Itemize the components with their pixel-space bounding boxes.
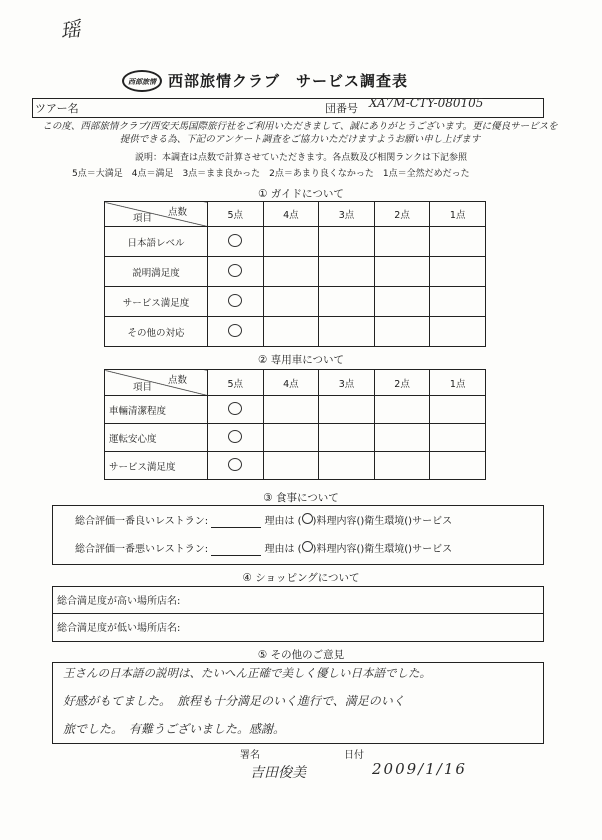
guide-score-cell-selected[interactable] xyxy=(208,287,264,317)
guide-rating-table xyxy=(104,201,486,347)
guide-score-cell[interactable] xyxy=(430,227,486,257)
reason-option-hygiene: )衛生環境( xyxy=(360,516,409,527)
reason-prefix: 理由は xyxy=(264,516,295,527)
reason-prefix: 理由は xyxy=(264,544,295,555)
vehicle-score-cell[interactable] xyxy=(430,424,486,452)
circle-mark-icon xyxy=(302,513,313,524)
guide-score-cell[interactable] xyxy=(430,317,486,347)
meal-best-row xyxy=(75,512,452,528)
vehicle-score-cell[interactable] xyxy=(374,424,430,452)
guide-score-cell-selected[interactable] xyxy=(208,257,264,287)
guide-score-cell[interactable] xyxy=(263,287,319,317)
reason-option-service: )サービス xyxy=(408,516,453,527)
date-label: 日付 xyxy=(344,750,364,761)
guide-row-label: 説明満足度 xyxy=(105,257,208,287)
circle-mark-icon xyxy=(228,294,242,307)
guide-header-points: 点数 xyxy=(167,207,187,218)
logo-text: 西部旅情 xyxy=(128,78,156,86)
meal-best-label: 総合評価一番良いレストラン: xyxy=(75,516,209,527)
vehicle-score-header: 2点 xyxy=(374,370,430,396)
vehicle-score-cell-selected[interactable] xyxy=(208,424,264,452)
guide-score-cell[interactable] xyxy=(374,317,430,347)
guide-score-cell[interactable] xyxy=(319,317,375,347)
vehicle-row-label: 車輛清潔程度 xyxy=(105,396,208,424)
vehicle-score-cell[interactable] xyxy=(263,452,319,480)
opinion-box[interactable] xyxy=(52,662,544,744)
reason-option-service: )サービス xyxy=(408,544,453,555)
vehicle-score-cell[interactable] xyxy=(263,396,319,424)
meals-box xyxy=(52,505,544,565)
circle-mark-icon xyxy=(302,541,313,552)
shopping-high-row[interactable] xyxy=(53,592,543,607)
vehicle-score-cell[interactable] xyxy=(374,452,430,480)
opinion-section-title: ⑤ その他のご意見 xyxy=(257,649,345,661)
guide-score-cell[interactable] xyxy=(263,317,319,347)
guide-score-cell[interactable] xyxy=(374,257,430,287)
reason-option-taste: 料理内容( xyxy=(316,544,361,555)
guide-row-label: その他の対応 xyxy=(105,317,208,347)
meal-worst-row xyxy=(75,540,452,556)
guide-score-cell[interactable] xyxy=(319,287,375,317)
group-number-value[interactable]: XA7M-CTY-080105 xyxy=(369,96,484,110)
reason-option-hygiene: )衛生環境( xyxy=(360,544,409,555)
guide-score-header: 1点 xyxy=(430,202,486,227)
reason-option-checkbox-selected[interactable]: ( ) xyxy=(298,544,317,555)
opinion-text xyxy=(63,659,543,743)
vehicle-header-corner xyxy=(105,370,208,396)
vehicle-rating-table xyxy=(104,369,486,480)
guide-score-cell-selected[interactable] xyxy=(208,317,264,347)
vehicle-score-cell[interactable] xyxy=(430,396,486,424)
guide-section-title: ① ガイドについて xyxy=(258,188,344,200)
shopping-divider xyxy=(53,613,543,614)
vehicle-score-cell-selected[interactable] xyxy=(208,396,264,424)
guide-score-cell[interactable] xyxy=(263,257,319,287)
tour-info-row xyxy=(32,98,544,118)
vehicle-score-cell[interactable] xyxy=(319,424,375,452)
signature-name[interactable]: 吉田俊美 xyxy=(250,765,306,781)
guide-row-label: 日本語レベル xyxy=(105,227,208,257)
circle-mark-icon xyxy=(228,402,242,415)
circle-mark-icon xyxy=(228,234,242,247)
vehicle-score-header: 4点 xyxy=(263,370,319,396)
vehicle-score-cell[interactable] xyxy=(430,452,486,480)
vehicle-score-cell[interactable] xyxy=(319,396,375,424)
vehicle-score-header: 3点 xyxy=(319,370,375,396)
guide-score-cell[interactable] xyxy=(263,227,319,257)
intro-text: この度、西部旅情クラブ/西安天馬国際旅行社をご利用いただきまして、誠にありがとうございます。更に優良サービスを提供できる為、下記のアンケート調査をご協力いただけますようお願い申し上げます xyxy=(42,121,558,145)
guide-row-label: サービス満足度 xyxy=(105,287,208,317)
circle-mark-icon xyxy=(228,458,242,471)
guide-score-header: 4点 xyxy=(263,202,319,227)
explanation-text: 説明：本調査は点数で計算させていただきます。各点数及び相関ランクは下記参照 xyxy=(134,153,468,163)
reason-option-taste: 料理内容( xyxy=(316,516,361,527)
signature-date[interactable]: 2009/1/16 xyxy=(372,760,467,778)
guide-score-cell[interactable] xyxy=(430,287,486,317)
group-number-label: 団番号 xyxy=(325,102,358,115)
tour-name-label: ツアー名 xyxy=(35,102,79,115)
vehicle-row-label: サービス満足度 xyxy=(105,452,208,480)
vehicle-score-header: 1点 xyxy=(430,370,486,396)
meal-worst-label: 総合評価一番悪いレストラン: xyxy=(75,544,209,555)
guide-score-header: 5点 xyxy=(208,202,264,227)
guide-score-cell[interactable] xyxy=(319,227,375,257)
opinion-line: 王さんの日本語の説明は、たいへん正確で美しく優しい日本語でした。 xyxy=(63,666,431,680)
vehicle-score-cell[interactable] xyxy=(319,452,375,480)
guide-score-header: 2点 xyxy=(374,202,430,227)
guide-score-cell-selected[interactable] xyxy=(208,227,264,257)
corner-handwritten-mark: 瑶 xyxy=(58,16,82,44)
shopping-low-label: 総合満足度が低い場所店名: xyxy=(57,623,181,634)
meals-section-title: ③ 食事について xyxy=(263,492,339,504)
vehicle-header-item: 項目 xyxy=(133,382,153,393)
opinion-line: 好感がもてました。 旅程も十分満足のいく進行で、満足のいく xyxy=(63,694,405,708)
vehicle-section-title: ② 専用車について xyxy=(257,354,345,366)
page-title: 西部旅情クラブ サービス調査表 xyxy=(168,72,409,90)
circle-mark-icon xyxy=(228,324,242,337)
circle-mark-icon xyxy=(228,264,242,277)
reason-option-checkbox-selected[interactable]: ( ) xyxy=(298,516,317,527)
shopping-box xyxy=(52,586,544,642)
opinion-line: 旅でした。 有難うございました。感謝。 xyxy=(63,722,286,736)
guide-score-header: 3点 xyxy=(319,202,375,227)
vehicle-score-cell[interactable] xyxy=(374,396,430,424)
guide-header-corner xyxy=(105,202,208,227)
signature-label: 署名 xyxy=(240,750,260,761)
vehicle-row-label: 運転安心度 xyxy=(105,424,208,452)
guide-score-cell[interactable] xyxy=(430,257,486,287)
vehicle-score-header: 5点 xyxy=(208,370,264,396)
vehicle-score-cell-selected[interactable] xyxy=(208,452,264,480)
guide-score-cell[interactable] xyxy=(374,287,430,317)
meal-worst-input[interactable] xyxy=(211,544,261,556)
meal-best-input[interactable] xyxy=(211,516,261,528)
shopping-low-row[interactable] xyxy=(53,619,543,634)
company-logo xyxy=(122,70,162,92)
guide-score-cell[interactable] xyxy=(374,227,430,257)
vehicle-header-points: 点数 xyxy=(167,375,187,386)
guide-score-cell[interactable] xyxy=(319,257,375,287)
shopping-high-label: 総合満足度が高い場所店名: xyxy=(57,596,181,607)
shopping-section-title: ④ ショッピングについて xyxy=(242,572,360,584)
vehicle-score-cell[interactable] xyxy=(263,424,319,452)
guide-header-item: 項目 xyxy=(133,213,153,224)
circle-mark-icon xyxy=(228,430,242,443)
score-scale-legend: 5点＝大満足 4点＝満足 3点＝まま良かった 2点＝あまり良くなかった 1点＝全然だめだった xyxy=(72,169,470,179)
